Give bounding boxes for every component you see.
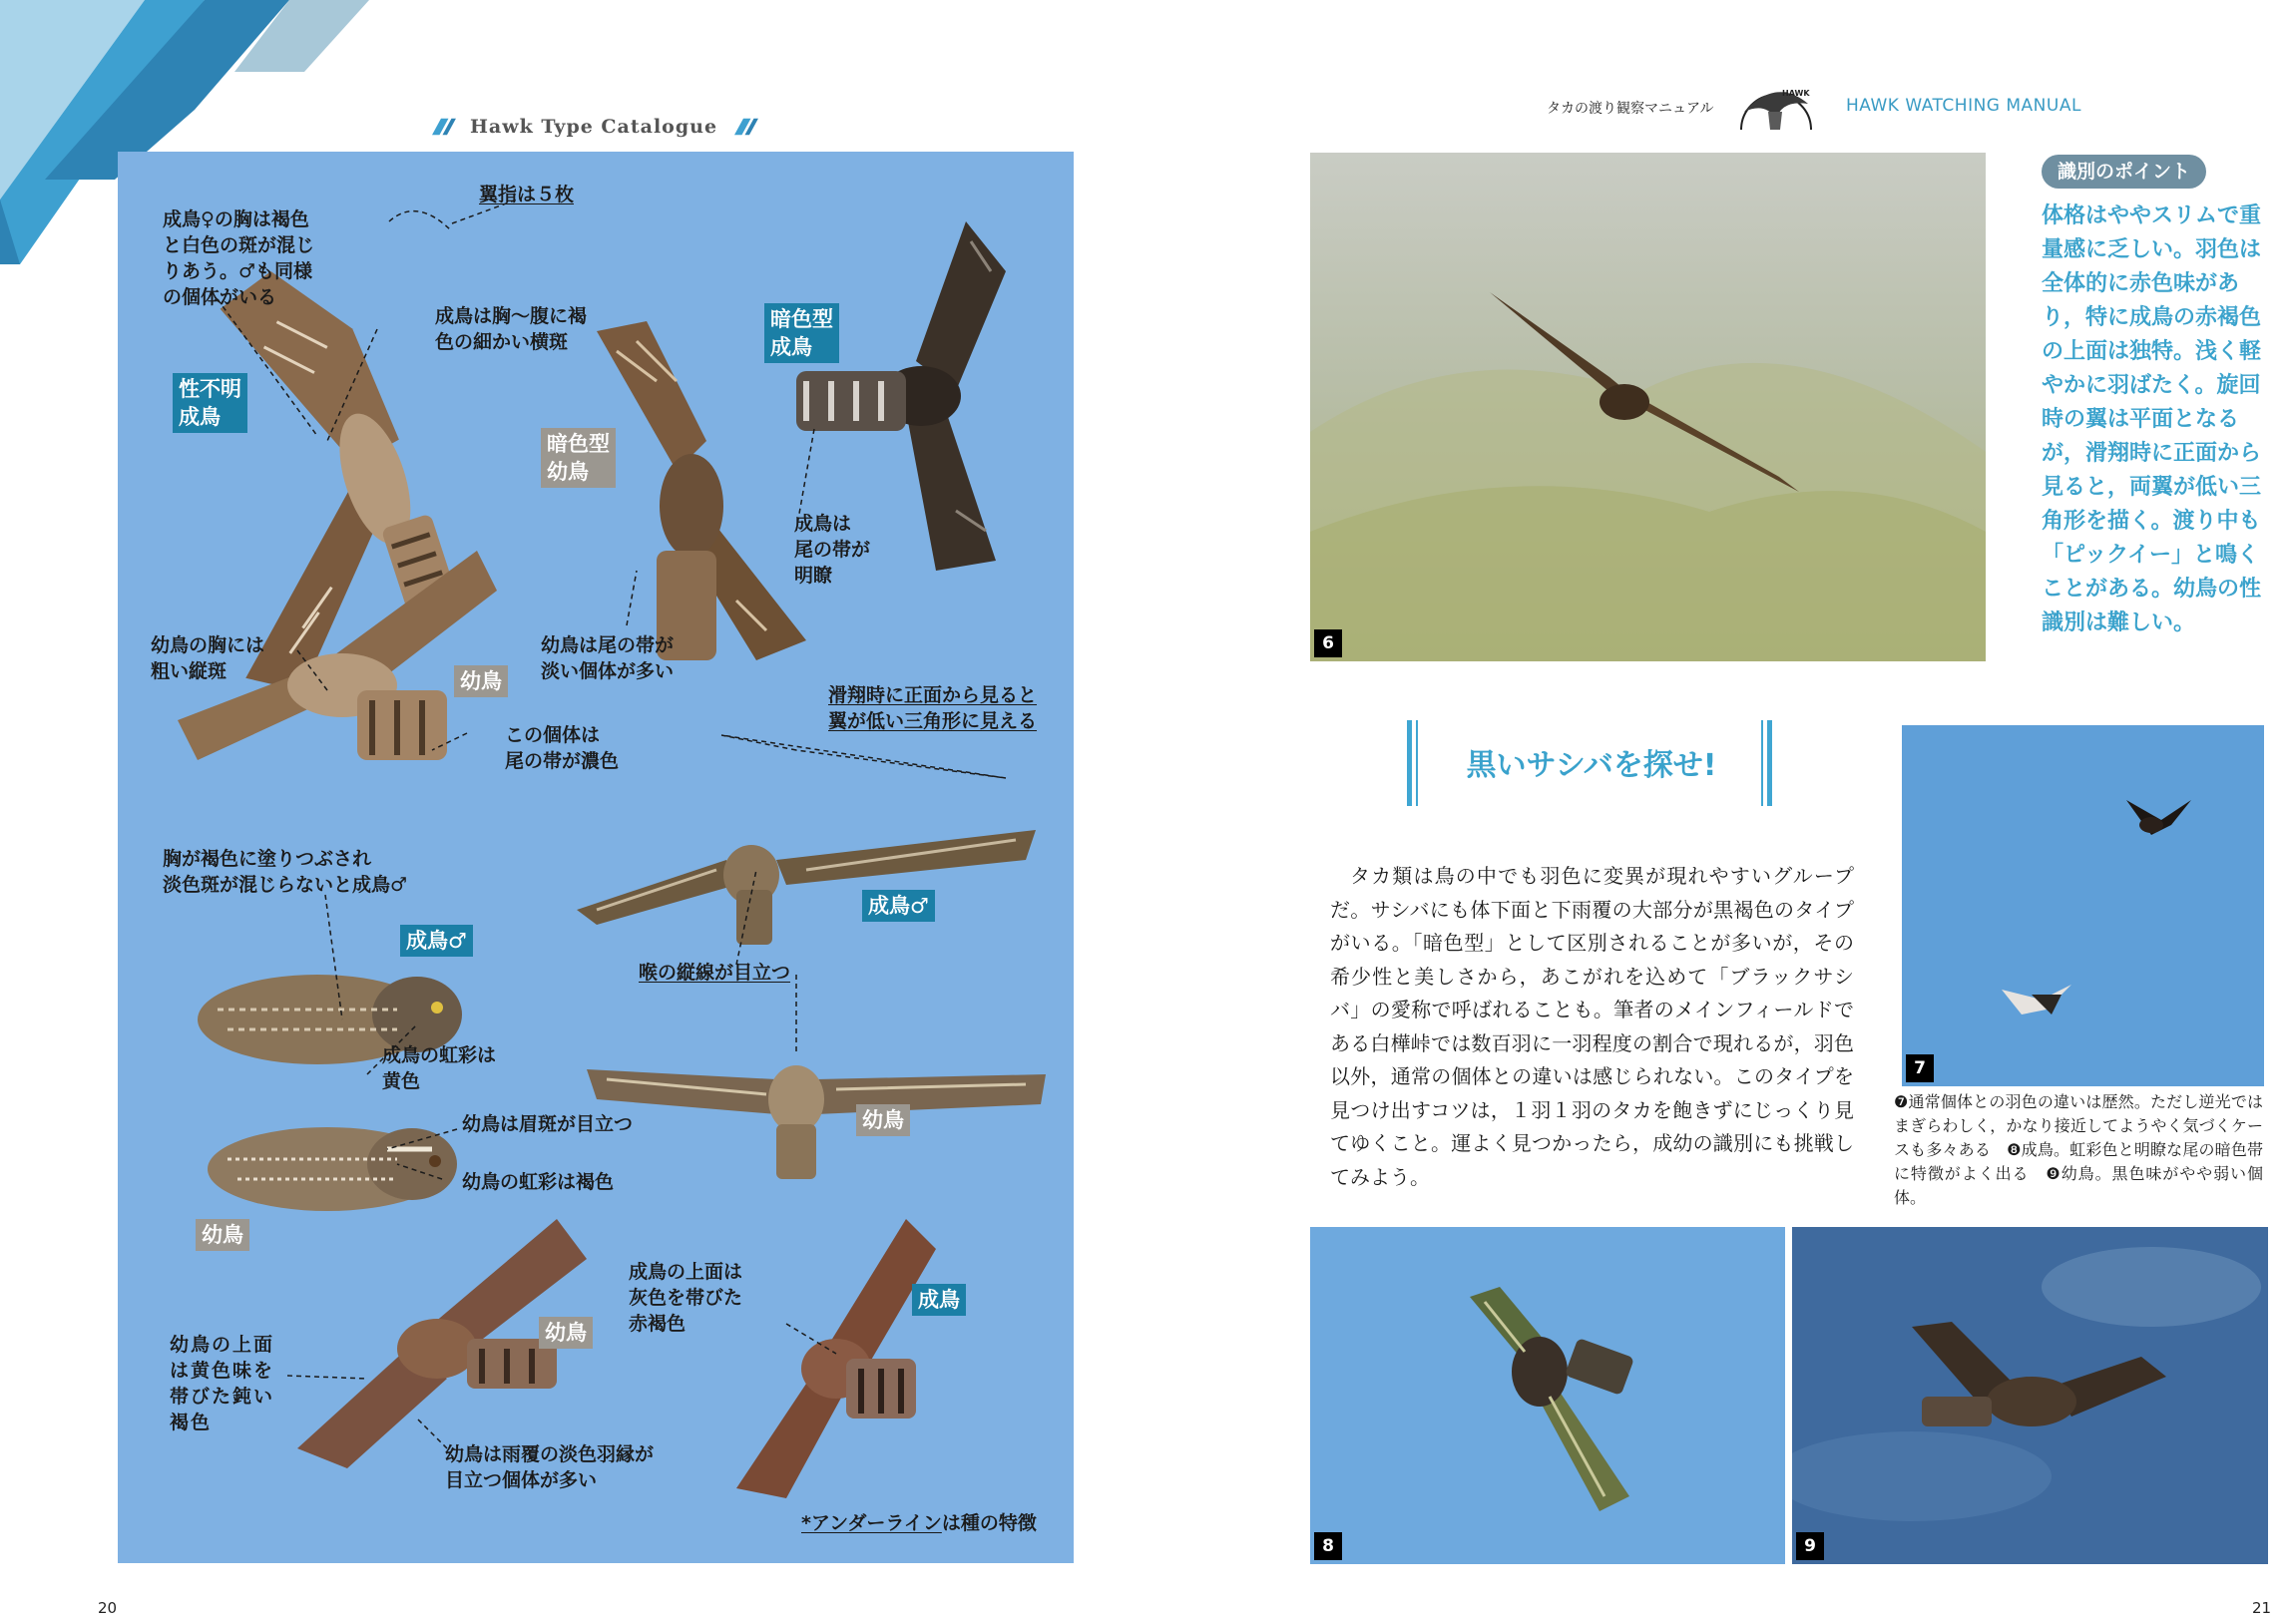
section-title-bar-right <box>1767 720 1772 806</box>
photo-9-juvenile-hawk <box>1792 1227 2268 1564</box>
photo-6-image <box>1310 153 1986 661</box>
slash-marks-icon <box>731 116 758 138</box>
article-body: タカ類は鳥の中でも羽色に変異が現れやすいグループだ。サシバにも体下面と下雨覆の大部分が黒褐色のタイプがいる。「暗色型」として区別されることが多いが，その希少性と美しさから，あこがれを込めて「ブラックサシバ」の愛称で呼ばれることも。筆者のメインフィールドである白樺峠では数百羽に一羽程度の割合で現れるが，羽色以外，通常の個体との違いは感じられない。このタイプを見つけ出すコツは，１羽１羽のタカを飽きずにじっくり見てゆくこと。運よく見つかったら，成幼の識別にも挑戦してみよう。 <box>1330 864 1854 1189</box>
tag-juvenile-1: 幼鳥 <box>454 665 508 697</box>
header-english-title: HAWK WATCHING MANUAL <box>1846 96 2081 116</box>
tag-adult-male-1: 成鳥♂ <box>862 890 935 922</box>
section-title: 黒いサシバを探せ! <box>1466 748 1717 783</box>
page-number-left: 20 <box>98 1599 118 1617</box>
tag-adult-male-2: 成鳥♂ <box>400 925 473 957</box>
photo-6-hawk-gliding <box>1310 153 1986 661</box>
header-japanese-title: タカの渡り観察マニュアル <box>1547 101 1714 117</box>
annotation-adult-male-chest: 胸が褐色に塗りつぶされ 淡色斑が混じらないと成鳥♂ <box>163 848 408 896</box>
tag-juvenile-3: 幼鳥 <box>196 1219 249 1251</box>
tag-juvenile-4: 幼鳥 <box>539 1317 593 1349</box>
photo-number-9: 9 <box>1796 1532 1824 1560</box>
section-title-bar-right-thin <box>1761 720 1763 806</box>
annotation-juvenile-upperside: 幼鳥の上面 は黄色味を 帯びた鈍い 褐色 <box>170 1334 275 1433</box>
annotation-juvenile-iris: 幼鳥の虹彩は褐色 <box>462 1171 615 1193</box>
identification-points-text: 体格はややスリムで重量感に乏しい。羽色は全体的に赤色味があり，特に成鳥の赤褐色の上面は独特。浅く軽やかに羽ばたく。旋回時の翼は平面となるが，滑翔時に正面から見ると，両翼が低い三角形を描く。渡り中も「ピックイー」と鳴くことがある。幼鳥の性識別は難しい。 <box>2042 203 2262 635</box>
annotation-adult-chest-bars: 成鳥は胸〜腹に褐 色の細かい横斑 <box>435 305 588 353</box>
annotation-five-primaries: 翼指は５枚 <box>479 184 575 205</box>
hawk-juvenile-gliding-image <box>577 1019 1056 1189</box>
tag-adult: 成鳥 <box>912 1284 966 1316</box>
underline-footnote: *アンダーラインは種の特徴 <box>801 1512 1037 1534</box>
slash-marks-icon <box>429 116 456 138</box>
annotation-juvenile-eyebrow: 幼鳥は眉斑が目立つ <box>462 1113 634 1135</box>
photo-7-image <box>1902 725 2264 1086</box>
photo-number-7: 7 <box>1906 1054 1934 1082</box>
tag-unknown-sex-adult: 性不明 成鳥 <box>173 373 247 433</box>
page-number-right: 21 <box>2252 1599 2272 1617</box>
tag-dark-juvenile: 暗色型 幼鳥 <box>541 428 616 488</box>
photo-number-6: 6 <box>1314 629 1342 657</box>
annotation-gliding-triangle: 滑翔時に正面から見ると 翼が低い三角形に見える <box>828 684 1038 732</box>
annotation-adult-iris: 成鳥の虹彩は 黄色 <box>382 1044 497 1092</box>
hawk-adult-male-gliding-image <box>577 790 1046 950</box>
annotation-juvenile-pale-tail: 幼鳥は尾の帯が 淡い個体が多い <box>541 634 675 682</box>
hawk-adult-upperside-image <box>716 1209 976 1508</box>
tag-juvenile-2: 幼鳥 <box>856 1104 910 1136</box>
photo-caption-7-9: ❼通常個体との羽色の違いは歴然。ただし逆光ではまぎらわしく，かなり接近してようやく気づくケースも多々ある ❽成鳥。虹彩色と明瞭な尾の暗色帯に特徴がよく出る ❾幼鳥。黒色味がやや弱い個体。 <box>1894 1092 2263 1207</box>
left-header-title: Hawk Type Catalogue <box>469 116 718 138</box>
photo-number-8: 8 <box>1314 1532 1342 1560</box>
hawk-catalogue-panel <box>118 152 1074 1563</box>
annotation-adult-upperside: 成鳥の上面は 灰色を帯びた 赤褐色 <box>629 1261 743 1335</box>
annotation-throat-stripe: 喉の縦線が目立つ <box>639 962 791 984</box>
identification-points-badge: 識別のポイント <box>2042 155 2206 189</box>
annotation-dark-tail-band: この個体は 尾の帯が濃色 <box>505 724 620 772</box>
photo-7-two-hawks <box>1902 725 2264 1086</box>
right-page-header <box>1547 82 2085 132</box>
hawk-logo-text: HAWK <box>1782 89 1810 98</box>
section-title-bar-left-thin <box>1416 720 1418 806</box>
section-title-bar-left <box>1407 720 1412 806</box>
photo-8-adult-hawk <box>1310 1227 1785 1564</box>
annotation-juvenile-chest-streaks: 幼鳥の胸には 粗い縦斑 <box>151 634 265 682</box>
tag-dark-adult: 暗色型 成鳥 <box>764 303 839 363</box>
hawk-logo-icon <box>1736 82 1816 132</box>
annotation-adult-tail-bands: 成鳥は 尾の帯が 明瞭 <box>794 513 871 587</box>
photo-9-image <box>1792 1227 2268 1564</box>
annotation-juvenile-coverts: 幼鳥は雨覆の淡色羽縁が 目立つ個体が多い <box>445 1443 655 1491</box>
photo-8-image <box>1310 1227 1785 1564</box>
left-page-header <box>429 112 758 142</box>
annotation-adult-female-chest: 成鳥♀の胸は褐色 と白色の斑が混じ りあう。♂も同様 の個体がいる <box>163 208 315 308</box>
